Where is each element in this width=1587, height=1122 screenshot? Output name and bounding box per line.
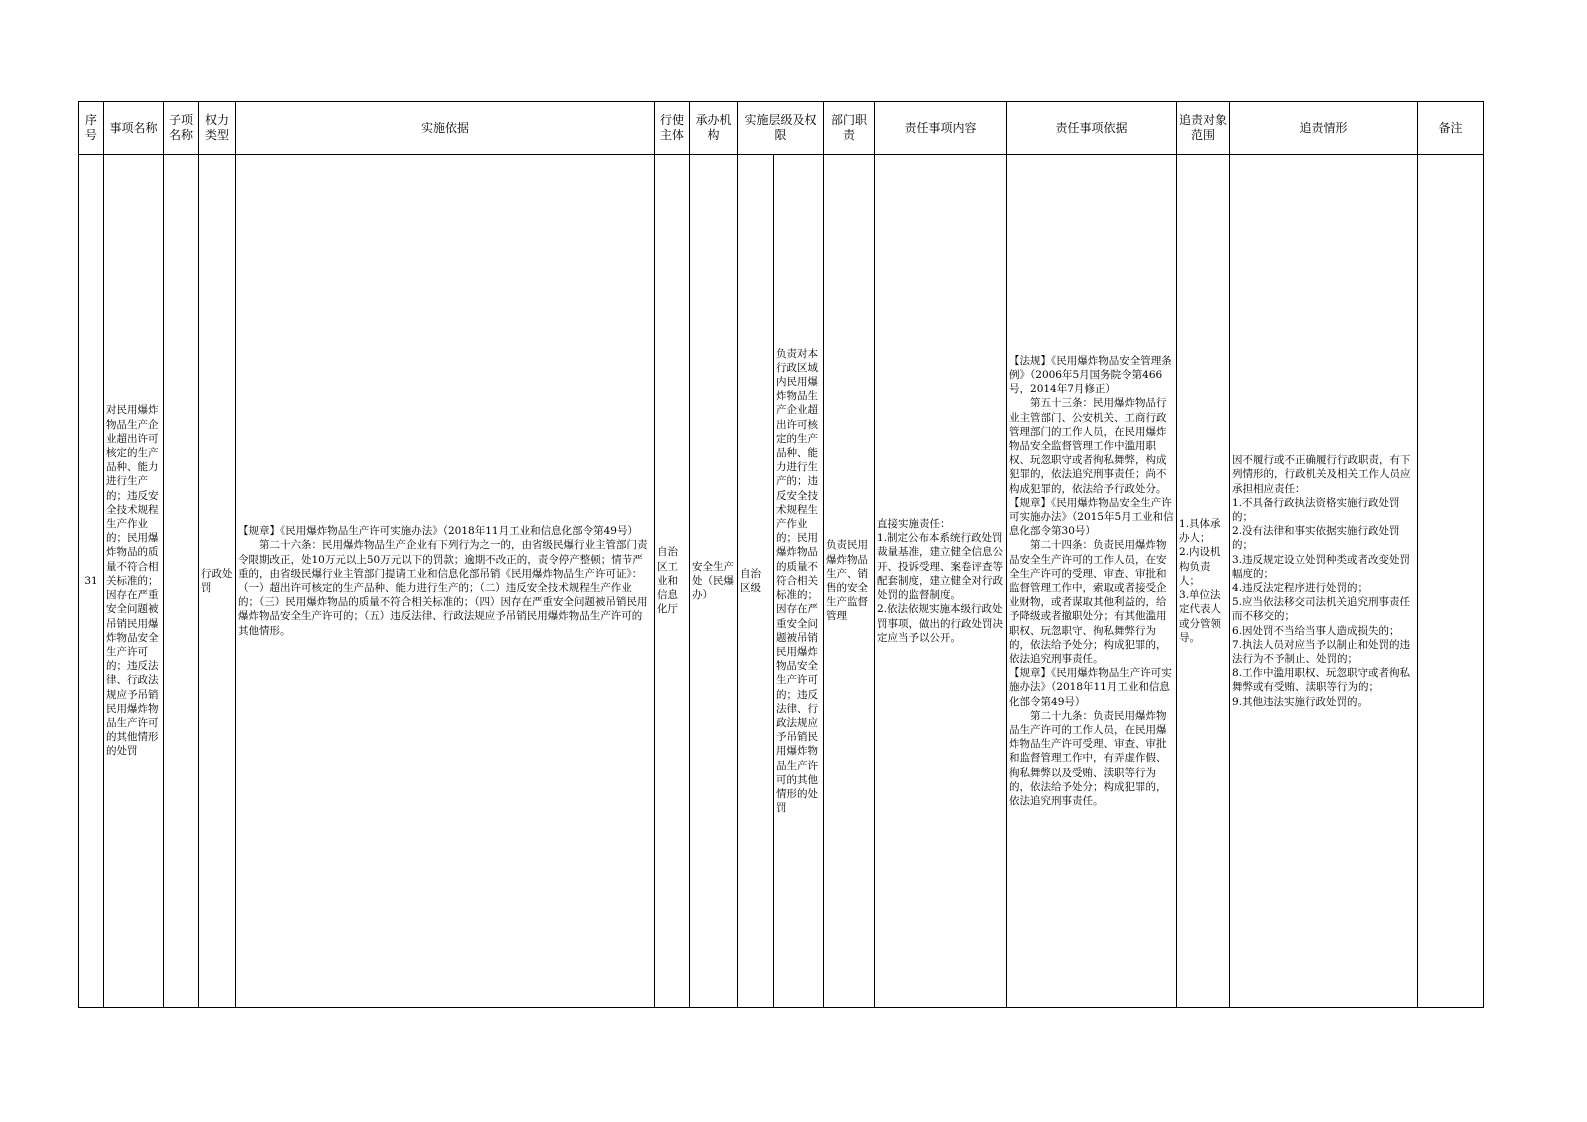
header-situation: 追责情形 bbox=[1230, 102, 1418, 155]
cell-remark bbox=[1418, 155, 1484, 1008]
header-seq: 序号 bbox=[79, 102, 104, 155]
cell-seq: 31 bbox=[79, 155, 104, 1008]
header-type: 权力类型 bbox=[199, 102, 236, 155]
header-resp-content: 责任事项内容 bbox=[875, 102, 1007, 155]
header-sub: 子项名称 bbox=[164, 102, 199, 155]
cell-situation: 因不履行或不正确履行行政职责，有下列情形的，行政机关及相关工作人员应承担相应责任： 1.不具备行政执法资格实施行政处罚的； 2.没有法律和事实依据实施行政处罚的； 3.违反规定设立处罚种类或者改变处罚幅度的； 4.违反法定程序进行处罚的； 5.应当依法移交司法机关追究刑事责任而不移交的； 6.因处罚不当给当事人造成损失的； 7.执法人员对应当予以制止和处罚的违法行为不予制止、处罚的； 8.工作中滥用职权、玩忽职守或者徇私舞弊或有受贿、渎职等行为的； 9.其他违法实施行政处罚的。 bbox=[1230, 155, 1418, 1008]
header-subject: 行使主体 bbox=[655, 102, 690, 155]
cell-name: 对民用爆炸物品生产企业超出许可核定的生产品种、能力进行生产的；违反安全技术规程生产作业的；民用爆炸物品的质量不符合相关标准的；因存在严重安全问题被吊销民用爆炸物品安全生产许可的；违反法律、行政法规应予吊销民用爆炸物品生产许可的其他情形的处罚 bbox=[104, 155, 164, 1008]
header-remark: 备注 bbox=[1418, 102, 1484, 155]
cell-scope: 1.具体承办人； 2.内设机构负责人； 3.单位法定代表人或分管领导。 bbox=[1177, 155, 1230, 1008]
cell-resp-content: 直接实施责任： 1.制定公布本系统行政处罚裁量基准，建立健全信息公开、投诉受理、案卷评查等配套制度，建立健全对行政处罚的监督制度。 2.依法依规实施本级行政处罚事项，做出的行政处罚决定应当予以公开。 bbox=[875, 155, 1007, 1008]
cell-level: 自治区级 bbox=[738, 155, 774, 1008]
header-scope: 追责对象范围 bbox=[1177, 102, 1230, 155]
responsibility-table bbox=[78, 101, 1484, 1008]
cell-basis: 【规章】《民用爆炸物品生产许可实施办法》（2018年11月工业和信息化部令第49号） 第二十六条：民用爆炸物品生产企业有下列行为之一的，由省级民爆行业主管部门责令限期改正，处10万元以上50万元以下的罚款；逾期不改正的，责令停产整顿；情节严重的，由省级民爆行业主管部门提请工业和信息化部吊销《民用爆炸物品生产许可证》：（一）超出许可核定的生产品种、能力进行生产的；（二）违反安全技术规程生产作业的；（三）民用爆炸物品的质量不符合相关标准的；（四）因存在严重安全问题被吊销民用爆炸物品安全生产许可的；（五）违反法律、行政法规应予吊销民用爆炸物品生产许可的其他情形。 bbox=[236, 155, 655, 1008]
header-name: 事项名称 bbox=[104, 102, 164, 155]
header-level: 实施层级及权限 bbox=[738, 102, 824, 155]
header-row bbox=[79, 102, 1484, 155]
cell-type: 行政处罚 bbox=[199, 155, 236, 1008]
header-duty: 部门职责 bbox=[824, 102, 875, 155]
cell-subject: 自治区工业和信息化厅 bbox=[655, 155, 690, 1008]
table-row bbox=[79, 155, 1484, 1008]
header-basis: 实施依据 bbox=[236, 102, 655, 155]
cell-sub bbox=[164, 155, 199, 1008]
cell-duty: 负责民用爆炸物品生产、销售的安全生产监督管理 bbox=[824, 155, 875, 1008]
cell-authority: 负责对本行政区域内民用爆炸物品生产企业超出许可核定的生产品种、能力进行生产的；违反安全技术规程生产作业的；民用爆炸物品的质量不符合相关标准的；因存在严重安全问题被吊销民用爆炸物品安全生产许可的；违反法律、行政法规应予吊销民用爆炸物品生产许可的其他情形的处罚 bbox=[774, 155, 824, 1008]
header-org: 承办机构 bbox=[690, 102, 738, 155]
header-resp-basis: 责任事项依据 bbox=[1007, 102, 1177, 155]
cell-org: 安全生产处（民爆办） bbox=[690, 155, 738, 1008]
cell-resp-basis: 【法规】《民用爆炸物品安全管理条例》（2006年5月国务院令第466号，2014年7月修正） 第五十三条：民用爆炸物品行业主管部门、公安机关、工商行政管理部门的工作人员，在民用爆炸物品安全监督管理工作中滥用职权、玩忽职守或者徇私舞弊，构成犯罪的，依法追究刑事责任；尚不构成犯罪的，依法给予行政处分。 【规章】《民用爆炸物品安全生产许可实施办法》（2015年5月工业和信息化部令第30号） 第二十四条：负责民用爆炸物品安全生产许可的工作人员，在安全生产许可的受理、审查、审批和监督管理工作中，索取或者接受企业财物，或者谋取其他利益的，给予降级或者撤职处分；有其他滥用职权、玩忽职守、徇私舞弊行为的，依法给予处分；构成犯罪的，依法追究刑事责任。 【规章】《民用爆炸物品生产许可实施办法》（2018年11月工业和信息化部令第49号） 第二十九条：负责民用爆炸物品生产许可的工作人员，在民用爆炸物品生产许可受理、审查、审批和监督管理工作中，有弄虚作假、徇私舞弊以及受贿、渎职等行为的，依法给予处分；构成犯罪的，依法追究刑事责任。 bbox=[1007, 155, 1177, 1008]
